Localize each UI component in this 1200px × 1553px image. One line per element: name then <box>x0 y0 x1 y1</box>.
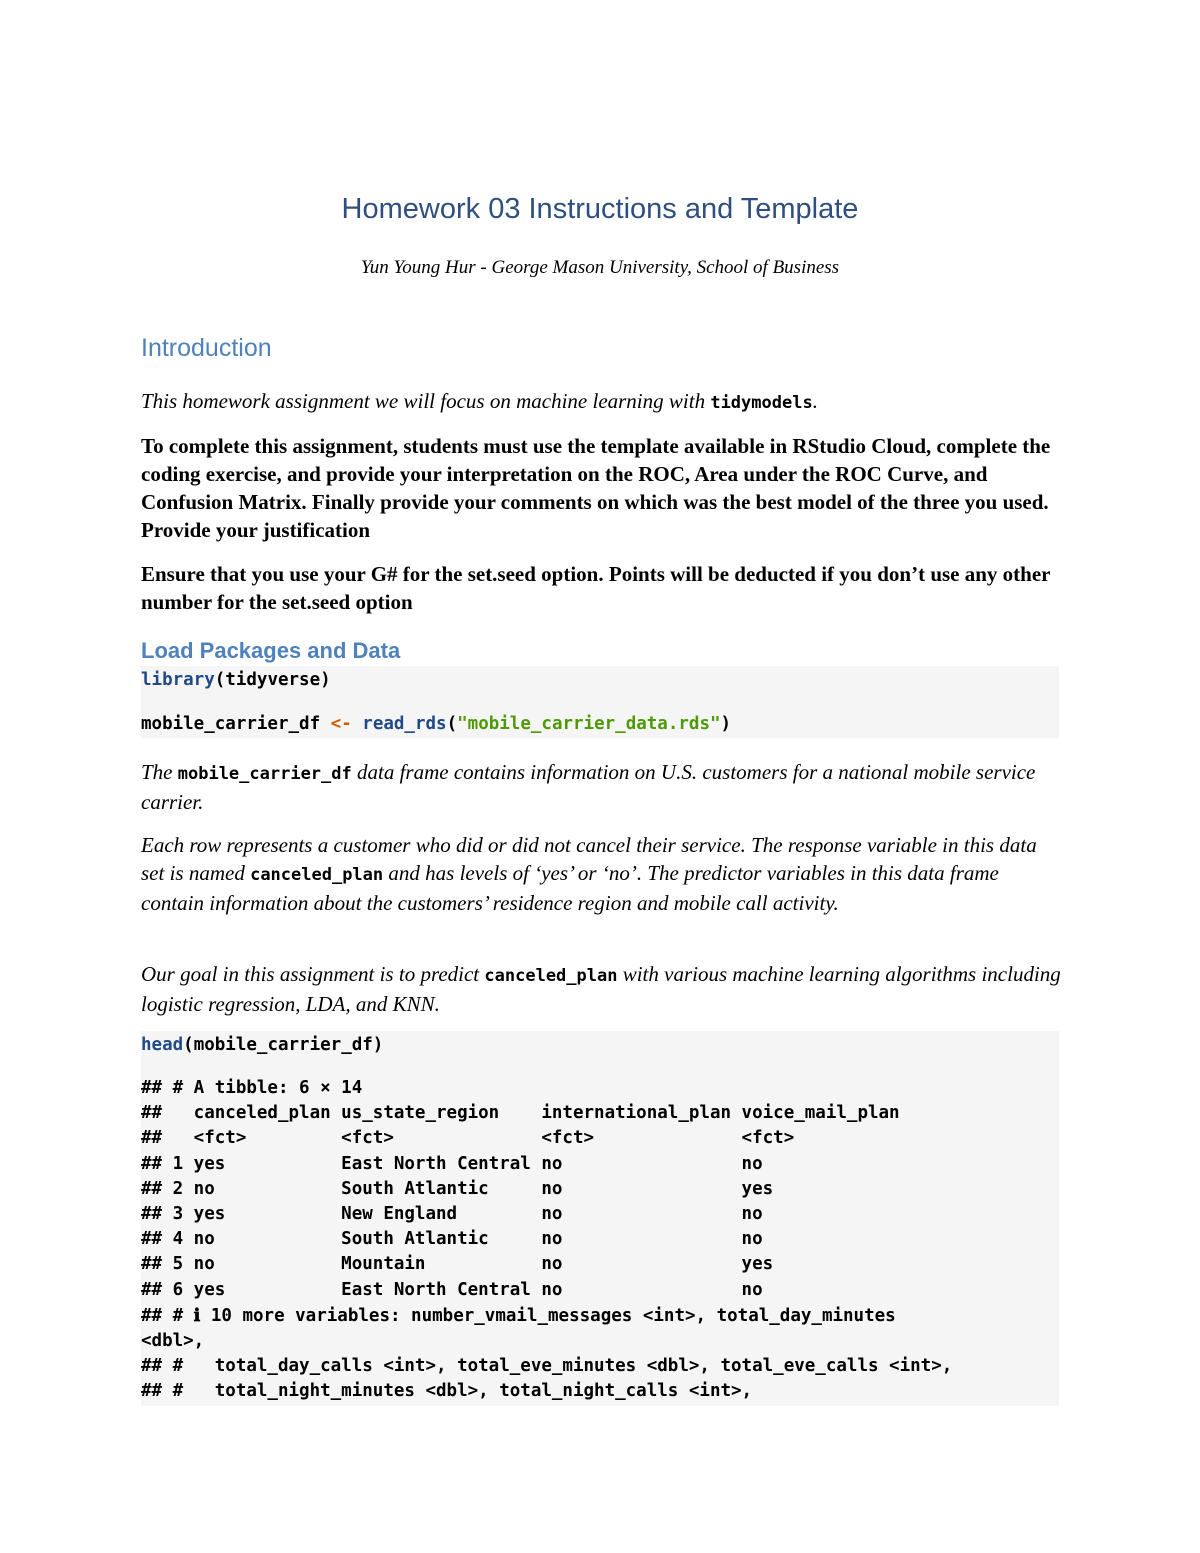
output-line: ## canceled_plan us_state_region international_plan voice_mail_plan <box>141 1103 900 1123</box>
output-line: ## 4 no South Atlantic no no <box>141 1229 763 1249</box>
desc2-code: canceled_plan <box>250 865 384 885</box>
output-line: ## # ℹ 10 more variables: number_vmail_messages <int>, total_day_minutes <box>141 1306 896 1326</box>
desc3-pre: Our goal in this assignment is to predict <box>141 962 485 986</box>
output-line: ## 3 yes New England no no <box>141 1204 763 1224</box>
intro-paragraph <box>141 387 1061 417</box>
code-paren-open: ( <box>446 714 458 734</box>
code-fn-read-rds: read_rds <box>362 714 447 734</box>
output-line: ## # total_night_minutes <dbl>, total_night_calls <int>, <box>141 1381 753 1401</box>
description-paragraph-1 <box>141 758 1061 816</box>
code-block-load <box>141 666 1059 738</box>
output-line: ## # total_day_calls <int>, total_eve_minutes <dbl>, total_eve_calls <int>, <box>141 1356 953 1376</box>
introduction-heading: Introduction <box>141 334 272 362</box>
description-paragraph-3 <box>141 960 1061 1018</box>
load-packages-heading: Load Packages and Data <box>141 638 401 663</box>
output-line: ## # A tibble: 6 × 14 <box>141 1078 363 1098</box>
desc2-pre: Each row represents a customer who did or did not cancel their service. The response variable in this data set is named <box>141 833 1037 885</box>
description-paragraph-2 <box>141 831 1061 917</box>
code-string-filename: "mobile_carrier_data.rds" <box>457 714 721 734</box>
code-fn-head: head <box>141 1035 184 1055</box>
code-block-head <box>141 1031 1059 1406</box>
desc1-pre: The <box>141 760 178 784</box>
code-head-arg: (mobile_carrier_df) <box>183 1035 384 1055</box>
instructions-paragraph: To complete this assignment, students must use the template available in RStudio Cloud, complete the coding exercise, and provide your interpretation on the ROC, Area under the ROC Curve, and Confusion Matrix. Finally provide your comments on which was the best model of the three you used. Provide your justification <box>141 434 1051 542</box>
output-line: ## 5 no Mountain no yes <box>141 1254 774 1274</box>
desc1-post: data frame contains information on U.S. customers for a national mobile service carrier. <box>141 760 1036 814</box>
code-line-library <box>141 669 331 691</box>
desc3-post: with various machine learning algorithms including logistic regression, LDA, and KNN. <box>141 962 1061 1016</box>
code-library-arg: (tidyverse) <box>214 670 331 690</box>
desc3-code: canceled_plan <box>484 966 618 986</box>
output-line: ## 1 yes East North Central no no <box>141 1154 763 1174</box>
output-line: ## 6 yes East North Central no no <box>141 1280 763 1300</box>
output-line: <dbl>, <box>141 1331 205 1351</box>
desc2-post: and has levels of ‘yes’ or ‘no’. The predictor variables in this data frame contain information about the customers’ residence region and mobile call activity. <box>141 861 999 915</box>
seed-paragraph: Ensure that you use your G# for the set.seed option. Points will be deducted if you don’t use any other number for the set.seed option <box>141 562 1051 614</box>
code-fn-library: library <box>141 670 215 690</box>
desc1-code: mobile_carrier_df <box>177 764 352 784</box>
code-assign-operator: <- <box>330 714 352 734</box>
code-var-name: mobile_carrier_df <box>141 714 331 734</box>
intro-code-tidymodels: tidymodels <box>710 393 813 413</box>
code-paren-close: ) <box>720 714 732 734</box>
output-line: ## 2 no South Atlantic no yes <box>141 1179 774 1199</box>
author-line: Yun Young Hur - George Mason University, School of Business <box>360 257 840 278</box>
intro-text-pre: This homework assignment we will focus on machine learning with <box>141 389 711 413</box>
document-title: Homework 03 Instructions and Template <box>341 193 859 225</box>
intro-text-post: . <box>812 389 818 413</box>
code-line-head <box>141 1034 383 1056</box>
output-line: ## <fct> <fct> <fct> <fct> <box>141 1128 795 1148</box>
code-line-read-rds <box>141 713 731 735</box>
